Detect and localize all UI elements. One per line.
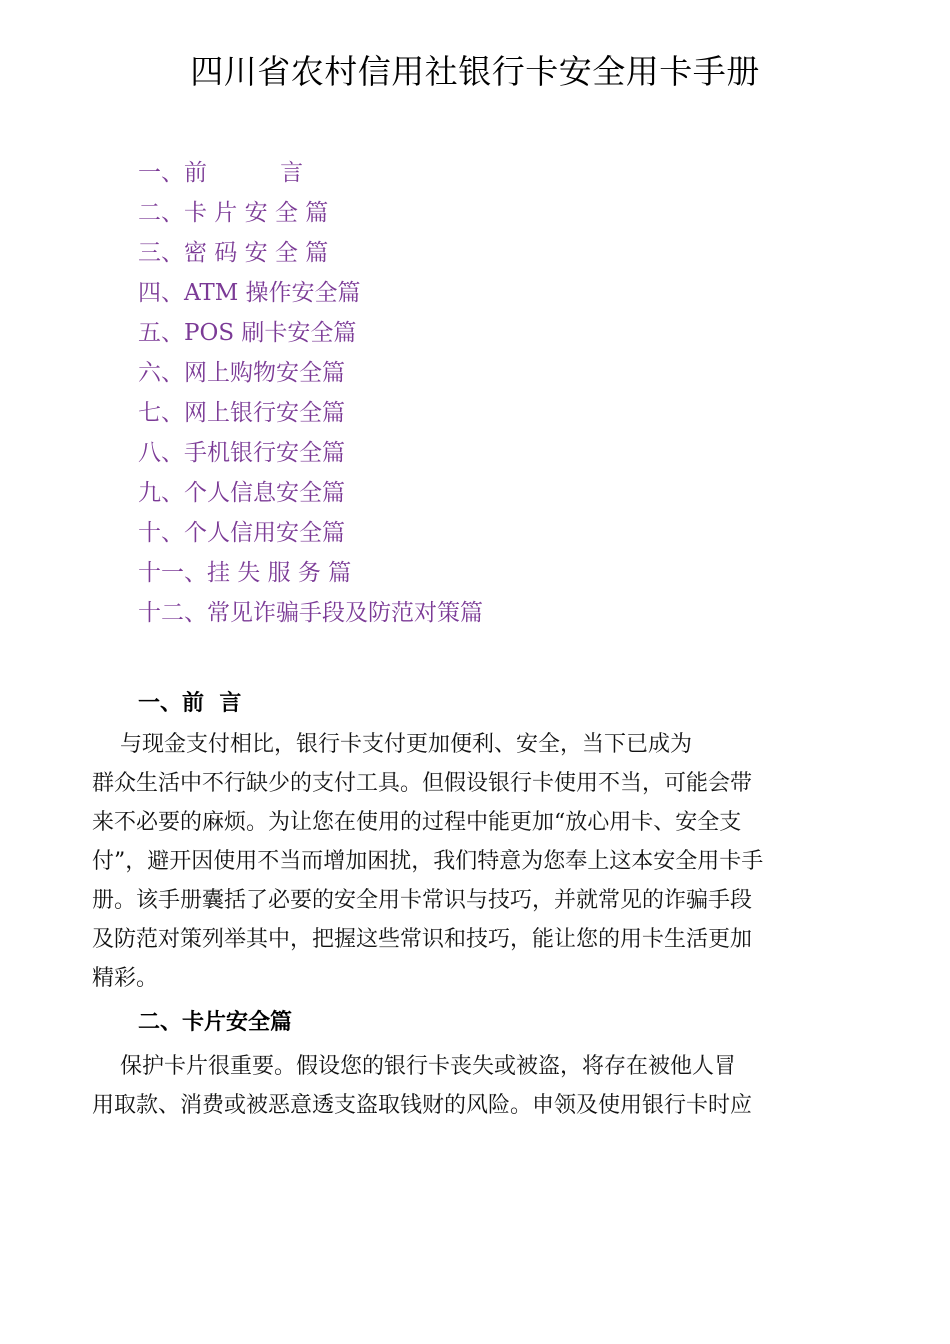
paragraph-line: 册。该手册囊括了必要的安全用卡常识与技巧，并就常见的诈骗手段 bbox=[92, 888, 753, 913]
paragraph-line: 与现金支付相比，银行卡支付更加便利、安全，当下已成为 bbox=[92, 732, 692, 757]
toc-item-personal-info-security: 九、个人信息安全篇 bbox=[138, 480, 345, 506]
toc-item-preface: 一、前 言 bbox=[138, 160, 304, 186]
toc-item-password-security: 三、密 码 安 全 篇 bbox=[138, 240, 329, 266]
toc-item-pos-security: 五、POS 刷卡安全篇 bbox=[138, 320, 357, 346]
table-of-contents bbox=[138, 153, 483, 633]
page-title: 四川省农村信用社银行卡安全用卡手册 bbox=[190, 52, 760, 91]
section-heading-card-security: 二、卡片安全篇 bbox=[138, 1010, 293, 1035]
paragraph-line: 来不必要的麻烦。为让您在使用的过程中能更加“放心用卡、安全支 bbox=[92, 810, 742, 835]
paragraph-line: 付”，避开因使用不当而增加困扰，我们特意为您奉上这本安全用卡手 bbox=[92, 849, 764, 874]
section-body-card-security bbox=[92, 1047, 862, 1125]
paragraph-line: 精彩。 bbox=[92, 966, 159, 991]
toc-item-online-banking-security: 七、网上银行安全篇 bbox=[138, 400, 345, 426]
toc-item-atm-security: 四、ATM 操作安全篇 bbox=[138, 280, 361, 306]
toc-item-fraud-prevention: 十二、常见诈骗手段及防范对策篇 bbox=[138, 600, 483, 626]
section-heading-preface: 一、前 言 bbox=[138, 691, 242, 716]
paragraph-line: 及防范对策列举其中，把握这些常识和技巧，能让您的用卡生活更加 bbox=[92, 927, 753, 952]
paragraph-line: 用取款、消费或被恶意透支盗取钱财的风险。申领及使用银行卡时应 bbox=[92, 1093, 753, 1118]
toc-item-mobile-banking-security: 八、手机银行安全篇 bbox=[138, 440, 345, 466]
toc-item-loss-report-service: 十一、挂 失 服 务 篇 bbox=[138, 560, 352, 586]
paragraph-line: 群众生活中不行缺少的支付工具。但假设银行卡使用不当，可能会带 bbox=[92, 771, 753, 796]
toc-item-card-security: 二、卡 片 安 全 篇 bbox=[138, 200, 329, 226]
toc-item-personal-credit-security: 十、个人信用安全篇 bbox=[138, 520, 345, 546]
toc-item-online-shopping-security: 六、网上购物安全篇 bbox=[138, 360, 345, 386]
paragraph-line: 保护卡片很重要。假设您的银行卡丧失或被盗，将存在被他人冒 bbox=[92, 1054, 736, 1079]
section-body-preface bbox=[92, 725, 862, 998]
